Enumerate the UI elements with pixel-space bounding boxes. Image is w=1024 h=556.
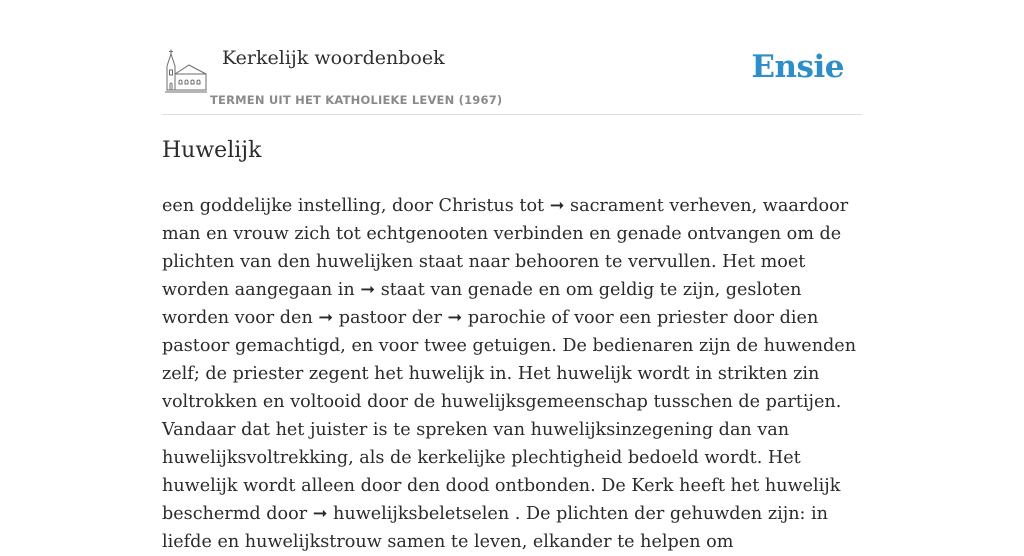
ensie-logo[interactable]: Ensie [751,49,844,85]
arrow-right-icon: ➞ [312,504,328,524]
arrow-right-icon: ➞ [360,280,376,300]
entry-title: Huwelijk [162,138,262,163]
entry-text: een goddelijke instelling, door Christus tot [162,196,550,216]
xref-label: pastoor [338,308,407,328]
entry-body [162,192,862,556]
dictionary-subtitle: TERMEN UIT HET KATHOLIEKE LEVEN (1967) [210,93,503,107]
xref-link-sacrament[interactable] [550,196,664,216]
xref-link-parochie[interactable] [447,308,545,328]
arrow-right-icon: ➞ [447,308,463,328]
xref-label: staat van genade [380,280,533,300]
xref-link-pastoor[interactable] [318,308,406,328]
church-icon [165,49,207,95]
entry-text: of voor een priester door dien pastoor gemachtigd, en voor twee getuigen. De bedienaren zijn de huwenden zelf; de priester zegent het huwelijk in. Het huwelijk wordt in strikten zin voltrokken en voltooid door de huwelijksgemeenschap tusschen de partijen. Vandaar dat het juister is te spreken van huwelijksinzegening dan van huwelijksvoltrekking, als de kerkelijke plechtigheid bedoeld wordt. Het huwelijk wordt alleen door den dood ontbonden. De Kerk heeft het huwelijk beschermd door [162,308,857,524]
dictionary-title[interactable]: Kerkelijk woordenboek [222,47,445,69]
xref-label: parochie [467,308,546,328]
xref-link-huwelijksbeletselen[interactable] [313,504,509,524]
xref-label: sacrament [570,196,664,216]
entry-text: verheven, waardoor man en vrouw zich tot echtgenooten verbinden en genade ontvangen om de plichten van den huwelijken staat naar behooren te vervullen. Het moet worden aangegaan in [162,196,849,300]
xref-label: huwelijksbeletselen [333,504,510,524]
arrow-right-icon: ➞ [549,196,565,216]
entry-text: der [411,308,448,328]
arrow-right-icon: ➞ [318,308,334,328]
entry-text: . De plichten der gehuwden zijn: in liefde en huwelijkstrouw samen te leven, elkander te helpen om [162,504,829,552]
xref-link-staat-van-genade[interactable] [360,280,533,300]
dictionary-header [162,40,862,115]
entry-text: en om geldig te zijn, gesloten worden voor den [162,280,802,328]
